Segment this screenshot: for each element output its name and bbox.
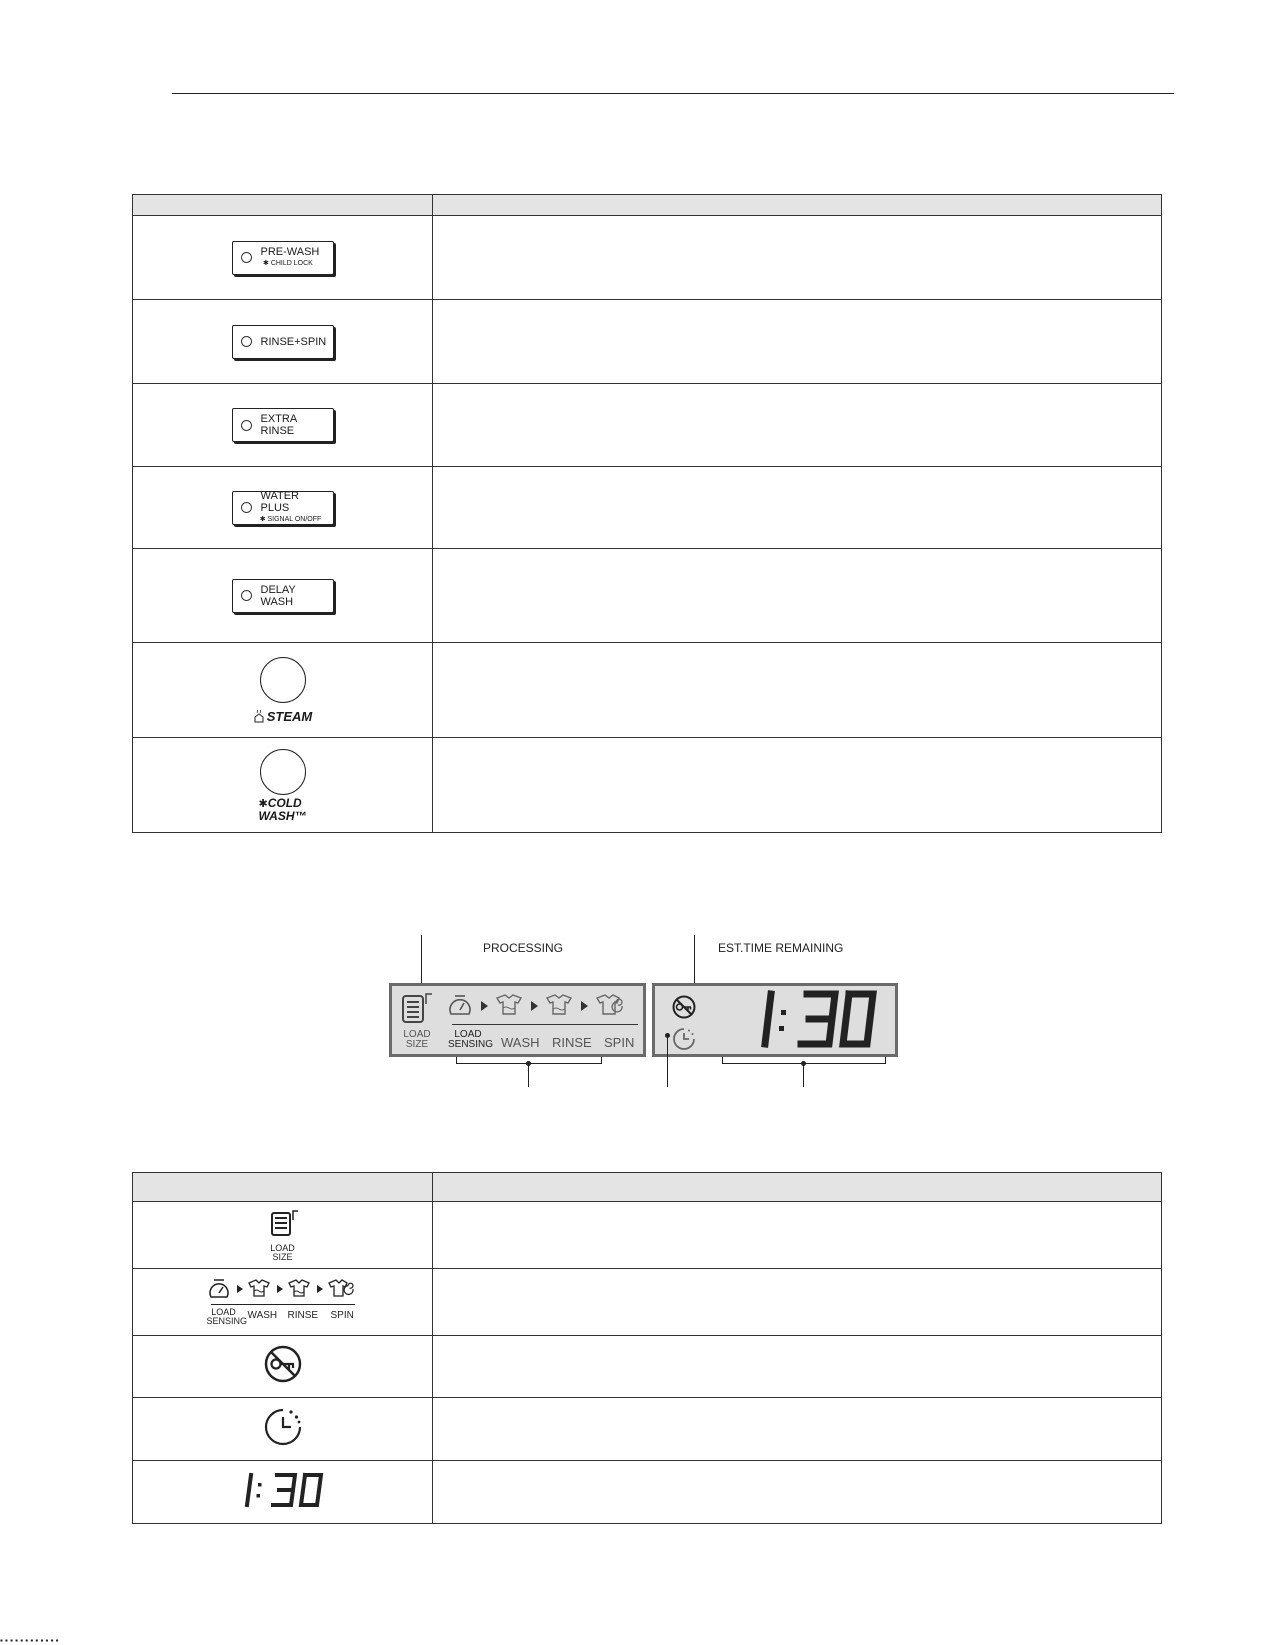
load-sensing-line2: SENSING [206,1316,248,1326]
icon-cell [133,738,433,833]
header-cell-icon [133,1173,433,1202]
steam-label: STEAM [266,709,313,724]
rinse-shirt-icon [547,995,571,1014]
description-cell [433,384,1162,467]
pre-wash-button[interactable] [232,241,334,275]
rinse-spin-button[interactable] [232,325,334,359]
cycle-progress-icons [447,992,647,1020]
icon-cell [133,1202,433,1269]
description-cell [433,1461,1162,1524]
icon-cell [133,1269,433,1336]
wash-tm-label: WASH™ [258,808,307,823]
icon-cell [133,1398,433,1461]
indicators-table [132,1172,1162,1524]
step-wash-label: WASH [247,1310,278,1321]
child-lock-icon [671,994,697,1020]
seven-segment-time [241,1469,325,1511]
table-row [133,1398,1162,1461]
icon-cell [133,300,433,384]
load-size-icon [266,1209,300,1239]
button-label: PRE-WASH [260,245,320,258]
load-size-line2: SIZE [405,1039,429,1050]
led-indicator-icon [241,502,252,513]
table-row [133,1202,1162,1269]
wash-shirt-icon [249,1280,269,1296]
button-label: WATER PLUS [260,489,299,514]
step-rinse-label: RINSE [287,1310,319,1321]
load-sensing-line1: LOAD [211,1307,236,1317]
load-sensing-icon [450,996,470,1014]
icon-cell [133,549,433,643]
description-cell [433,216,1162,300]
time-panel [652,983,898,1057]
table-row [133,738,1162,833]
table-row [133,1461,1162,1524]
arrow-right-icon [237,1285,243,1293]
seven-segment-time [757,986,877,1052]
description-cell [433,738,1162,833]
delay-clock-icon [261,1405,305,1449]
load-size-line2: SIZE [272,1251,293,1262]
led-indicator-icon [241,336,252,347]
time-remaining-display [757,986,877,1057]
extra-rinse-button[interactable] [232,408,334,442]
button-sub-label: ✱ SIGNAL ON/OFF [259,515,322,523]
table-row [133,1336,1162,1398]
icon-cell [133,643,433,738]
icon-cell [133,1461,433,1524]
header-rule [172,93,1174,94]
table-row [133,300,1162,384]
load-sensing-icon [210,1280,228,1297]
load-size-line1: LOAD [403,1029,431,1040]
icon-cell [133,384,433,467]
delay-wash-button[interactable] [232,579,334,613]
header-cell-icon [133,195,433,216]
arrow-right-icon [317,1285,323,1293]
cold-label: COLD [267,795,302,810]
description-cell [433,1269,1162,1336]
table-row [133,643,1162,738]
table-row [133,384,1162,467]
button-label: EXTRA RINSE [260,413,297,437]
description-cell [433,549,1162,643]
arrow-right-icon [581,1001,588,1011]
header-cell-description [433,195,1162,216]
arrow-right-icon [481,1001,488,1011]
button-label: RINSE+SPIN [260,335,327,348]
delay-clock-icon [671,1026,697,1052]
description-cell [433,300,1162,384]
table-row [133,216,1162,300]
load-size-line1: LOAD [270,1242,295,1253]
button-label: DELAY WASH [260,583,296,608]
rinse-shirt-icon [289,1280,309,1296]
icon-cell [133,216,433,300]
steam-button[interactable] [260,657,306,703]
description-cell [433,1336,1162,1398]
load-size-icon [400,992,434,1024]
step-rinse-label: RINSE [552,1035,592,1050]
load-sensing-line1: LOAD [454,1029,482,1040]
options-table-header [133,195,1162,216]
led-indicator-icon [241,252,252,263]
step-spin-label: SPIN [604,1035,635,1050]
est-time-label: EST.TIME REMAINING [718,941,844,955]
load-sensing-line2: SENSING [448,1039,494,1050]
arrow-right-icon [277,1285,283,1293]
wash-shirt-icon [497,995,521,1014]
spin-shirt-icon [597,995,622,1014]
display-panel-diagram [384,935,904,1105]
led-indicator-icon [241,420,252,431]
icon-cell [133,467,433,549]
indicators-table-header [133,1173,1162,1202]
header-cell-description [433,1173,1162,1202]
cycle-progress-icons [207,1277,359,1301]
water-plus-button[interactable] [232,491,334,525]
processing-label: PROCESSING [483,941,564,955]
description-cell [433,643,1162,738]
step-wash-label: WASH [501,1035,540,1050]
led-indicator-icon [241,590,252,601]
options-table [132,194,1162,833]
step-spin-label: SPIN [330,1310,354,1321]
description-cell [433,1202,1162,1269]
snowflake-icon: ✱ [258,797,268,810]
description-cell [433,1398,1162,1461]
description-cell [433,467,1162,549]
button-sub-label: ✱ CHILD LOCK [263,259,313,267]
arrow-right-icon [531,1001,538,1011]
icon-cell [133,1336,433,1398]
table-row [133,549,1162,643]
table-row [133,467,1162,549]
cold-wash-button[interactable] [260,749,306,795]
child-lock-icon [263,1344,303,1384]
table-row [133,1269,1162,1336]
steam-icon [253,709,265,723]
spin-shirt-icon [329,1280,353,1296]
processing-panel [389,983,646,1057]
footer-fragment: ▪ ▪ ▪ ▪ ▪ ▪ ▪ ▪ ▪ ▪ ▪ ▪ [0,1636,59,1645]
